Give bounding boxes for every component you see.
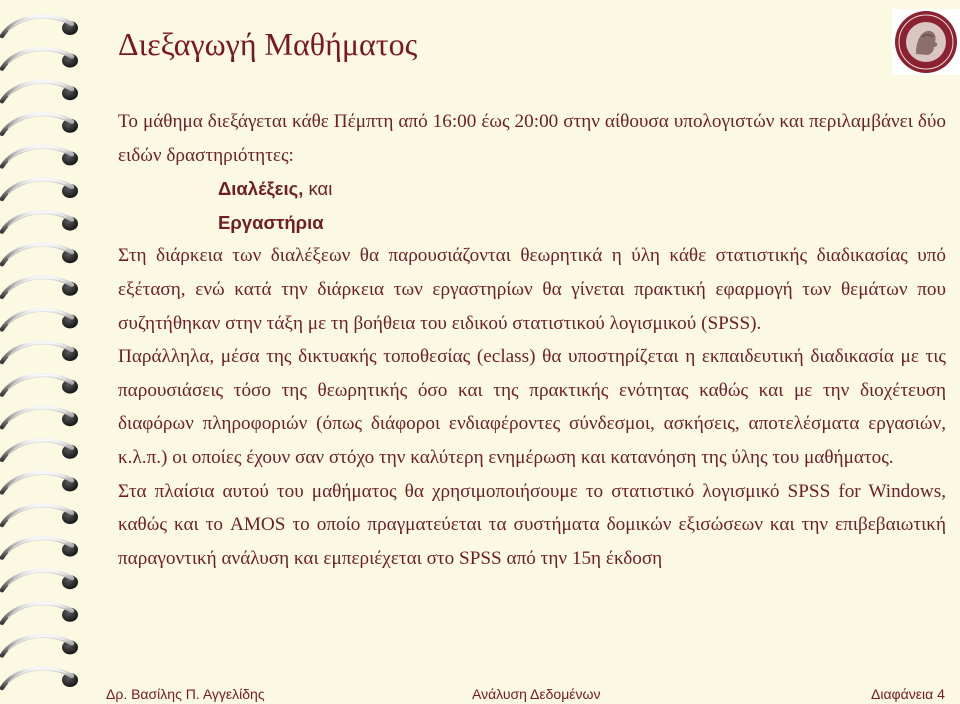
spiral-ring: [2, 505, 78, 525]
spiral-ring: [2, 310, 78, 330]
spiral-ring: [2, 636, 78, 656]
spiral-ring: [2, 16, 78, 36]
spiral-ring: [2, 473, 78, 493]
spiral-ring: [2, 342, 78, 362]
spiral-ring: [2, 603, 78, 623]
notebook-spiral-binding: [0, 0, 96, 704]
eclass-paragraph: Παράλληλα, μέσα της δικτυακής τοποθεσίας (eclass) θα υποστηρίζεται η εκπαιδευτική διαδικασία με τις παρουσιάσεις τόσο της θεωρητικής όσο και της πρακτικής ενότητας καθώς και με την διοχέτευση διαφόρων πληροφοριών (όπως διάφοροι ενδιαφέροντες σύνδεσμοι, ασκήσεις, αποτελέσματα εργασιών, κ.λ.π.) οι οποίες έχουν σαν στόχο την καλύτερη ενημέρωση και κατανόηση της ύλης του μαθήματος.: [118, 346, 946, 468]
footer-author: Δρ. Βασίλης Π. Αγγελίδης: [106, 686, 265, 702]
spiral-ring: [2, 668, 78, 688]
lectures-labs-paragraph: Στη διάρκεια των διαλέξεων θα παρουσιάζονται θεωρητικά η ύλη κάθε στατιστικής διαδικασίας υπό εξέταση, ενώ κατά την διάρκεια των εργαστηρίων θα γίνεται πρακτική εφαρμογή των θεμάτων που συζητήθηκαν στην τάξη με τη βοήθεια του ειδικού στατιστικού λογισμικού (SPSS).: [118, 245, 946, 334]
spiral-ring: [2, 440, 78, 460]
spiral-ring: [2, 408, 78, 428]
software-paragraph: Στα πλαίσια αυτού του μαθήματος θα χρησιμοποιήσουμε το στατιστικό λογισμικό SPSS for Windows, καθώς και το AMOS το οποίο πραγματεύεται τα συστήματα δομικών εξισώσεων και την επιβεβαιωτική παραγοντική ανάλυση και εμπεριέχεται στο SPSS από την 15η έκδοση: [118, 480, 946, 569]
spiral-ring: [2, 114, 78, 134]
intro-paragraph: Το μάθημα διεξάγεται κάθε Πέμπτη από 16:00 έως 20:00 στην αίθουσα υπολογιστών και περιλαμβάνει δύο ειδών δραστηριότητες:: [118, 111, 946, 166]
spiral-ring: [2, 277, 78, 297]
activity-item-lectures: [118, 172, 946, 206]
spiral-ring: [2, 212, 78, 232]
lectures-suffix: και: [303, 178, 333, 200]
spiral-ring: [2, 49, 78, 69]
university-seal-logo: [892, 9, 960, 75]
footer-slide-number: Διαφάνεια 4: [871, 686, 945, 702]
slide-body: [118, 105, 946, 575]
spiral-ring: [2, 538, 78, 558]
spiral-ring: [2, 245, 78, 265]
spiral-ring: [2, 375, 78, 395]
spiral-ring: [2, 179, 78, 199]
activity-item-labs: [118, 206, 946, 240]
labs-label: Εργαστήρια: [218, 211, 324, 233]
spiral-ring: [2, 82, 78, 102]
lectures-label: Διαλέξεις,: [218, 178, 304, 200]
footer-course: Ανάλυση Δεδομένων: [472, 686, 601, 702]
slide-title: Διεξαγωγή Μαθήματος: [118, 26, 418, 62]
spiral-ring: [2, 571, 78, 591]
spiral-ring: [2, 147, 78, 167]
